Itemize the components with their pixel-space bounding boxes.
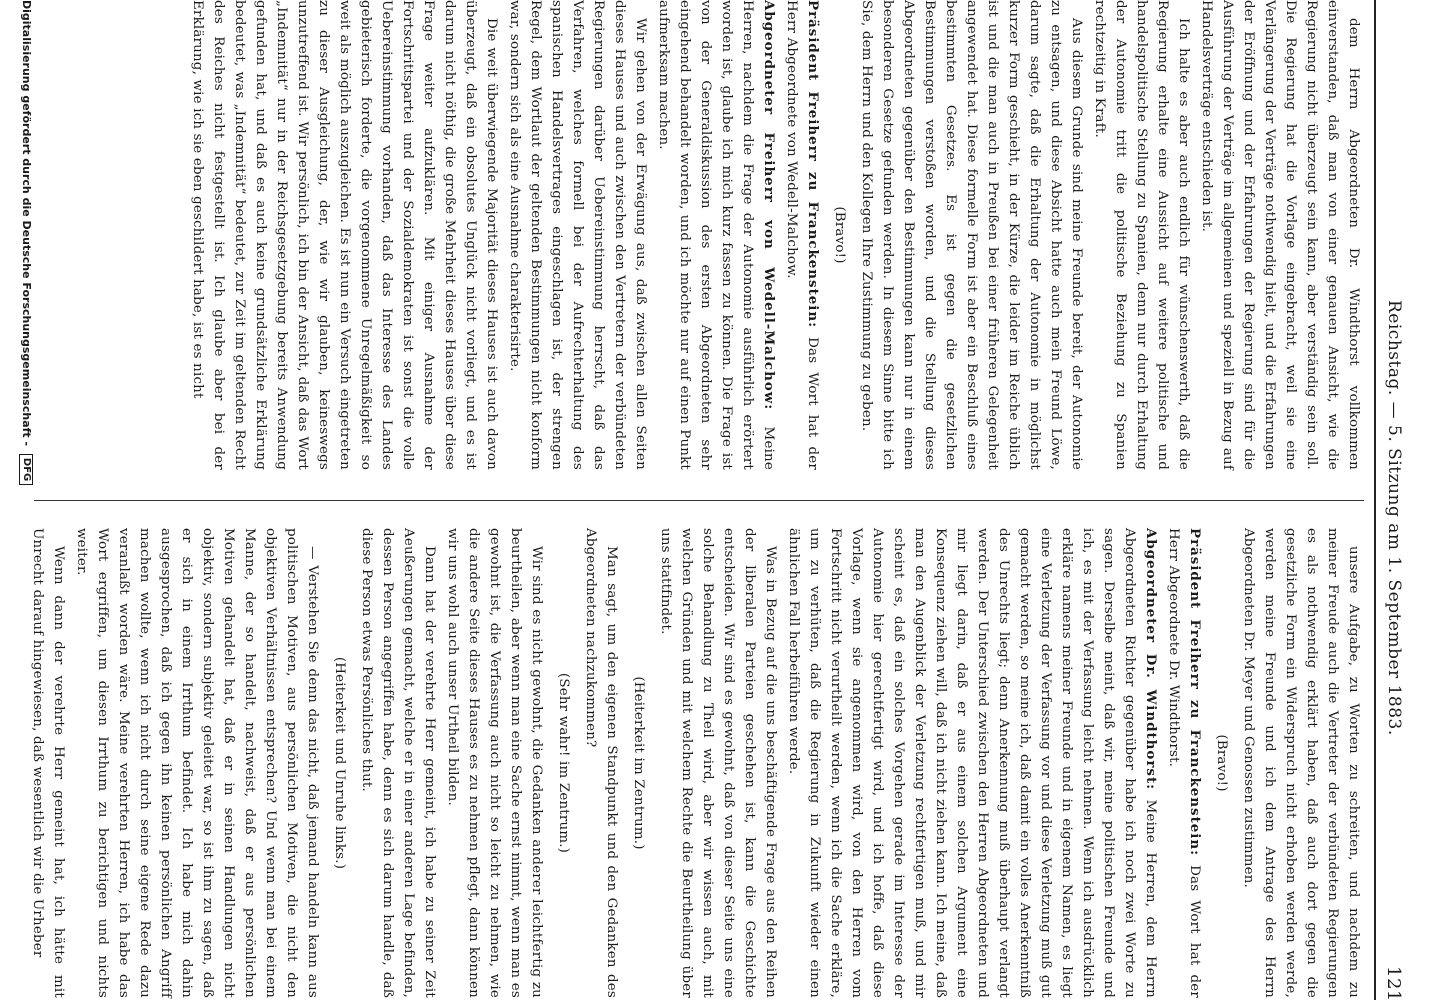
footer-text: Digitalisierung gefördert durch die Deutsche Forschungsgemeinschaft - [20, 0, 33, 447]
paragraph-text: Das Wort hat der Herr Abgeordnete von Wedell-Malchow. [784, 0, 820, 470]
stage-direction [329, 528, 350, 998]
paragraph-text: unsere Aufgabe, zu Worten zu schreiten, und nachdem zu meiner Freude auch die Vertreter der verbündeten Regierungen es als nothwendig erklärt haben, daß auch dort gegen die gesetzliche Form ein Widerspruch nicht erhoben werden werde, werden meine Freunde und ich dem Antrage des Herrn Abgeordneten Dr. Meyer und Genossen zustimmen. [1241, 528, 1361, 998]
stage-direction [829, 0, 850, 470]
rotated-page [6, 0, 1416, 1000]
paragraph-text: (Sehr wahr! im Zentrum.) [556, 672, 571, 854]
paragraph-text: (Heiterkeit und Unruhe links.) [332, 656, 347, 870]
paragraph-text: Meine Herren, dem Herrn Abgeordneten Richter gegenüber habe ich noch zwei Worte zu sagen. Derselbe meint, daß wir, meine politischen Freunde und ich, es mit der Verfassung leicht nehmen. Wenn ich ausdrücklich erkläre namens meiner Freunde und in eigenem Namen, es liegt eine Verletzung der Verfassung vor und diese Verletzung muß gut gemacht werden, so meine ich, daß damit ein volles Anerkenntniß des Unrechts liegt; denn Anerkennung muß überhaupt verlangt werden. Der Unterschied zwischen den Herren Abgeordneten und mir liegt darin, daß er aus einem solchen Argument eine Konsequenz ziehen will, daß ich nicht ziehen kann. Ich meine, daß man den Augenblick der Verletzung rechtfertigen muß, und mir scheint es, daß ein solches Vorgehen gerade im Interesse der Autonomie hier gerechtfertigt wird, und ich hoffe, daß diese Vorlage, wenn sie angenommen wird, von den Herren vom Fortschritt nicht verurtheilt werden, wenn ich die Sache erkläre, um zu verhüten, daß die Regierung in Zukunft wieder einen ähnlichen Fall herbeiführen werde. [786, 528, 1158, 998]
paragraph-text: Wir sind es nicht gewohnt, die Gedanken anderer leichtfertig zu beurtheilen, aber wenn man eine Sache ernst nimmt, wenn man es gewohnt ist, die Verfassung auch nicht so leicht zu nehmen, wie die andere Seite dieses Hauses es zu nehmen pflegt, dann können wir uns wohl auch unser Urtheil bilden. [445, 528, 544, 998]
paragraph-text: — Verstehen Sie denn das nicht, daß jemand handeln kann aus politischen Motiven, aus persönlichen Motiven, die nicht den objektiven Verhältnissen entsprechen? Und wenn man bei einem Manne, der so handelt, nachweist, daß er aus persönlichen Motiven gehandelt hat, daß er in seinen Handlungen nicht objektiv, sondern subjektiv geleitet war, so ist ihm zu sagen, daß er sich in einem Irrthum befindet. Ich habe mich dahin ausgesprochen, daß ich gegen ihn keinen persönlichen Angriff machen wollte, wenn ich nicht durch seine eigene Rede dazu veranlaßt worden wäre. Meine verehrten Herren, ich habe das Wort ergriffen, um diesen Irrthum zu berichtigen und nichts weiter. [74, 528, 320, 998]
paragraph-text: Dann hat der verehrte Herr gemeint, ich habe zu seiner Zeit Aeußerungen gemacht, welche er in einer anderen Lage befinden, dessen Person angegriffen habe, denn es sich darum handle, daß diese Person etwas Persönliches thut. [359, 528, 437, 998]
speaker-paragraph [783, 528, 1161, 998]
paragraph [1238, 528, 1364, 998]
paragraph-text: (Bravo!) [832, 206, 847, 264]
speaker-name: Abgeordneter Dr. Windthorst: [1143, 528, 1159, 791]
paragraph [856, 0, 1087, 470]
paragraph [580, 528, 622, 998]
dfg-logo: DFG [19, 454, 33, 485]
paragraph-text: Wenn dann der verehrte Herr gemeint hat, ich hätte mit Unrecht darauf hingewiesen, daß wesentlich wir die Urheber [30, 528, 66, 998]
paragraph-text: Die weit überwiegende Majorität dieses Hauses ist auch davon überzeugt, daß ein obsolutes Unglück nicht vorliegt, und es ist darum nicht nöthig, die große Mehrheit dieses Hauses über diese Frage weiter aufzuklären. Mit einiger Ausnahme der Fortschrittspartei und der Sozialdemokraten ist sonst die volle Uebereinstimmung vorhanden, daß das Interesse des Landes gebieterisch forderte, die vorgenommene Unregelmäßigkeit so weit als möglich auszugleichen. Es ist nun ein Versuch eingetreten zu dieser Ausgleichung, der, wie wir glauben, keineswegs unzutreffend ist. Wir persönlich, ich bin der Ansicht, daß das Wort „Indemnität“ nur in der Reichsgesetzgebung bereits Anwendung gefunden hat, und daß es auch keine grundsätzliche Erklärung bedeutet, was „Indemnität“ bedeutet, zur Zeit im geltenden Recht des Reiches nicht festgestellt ist. Ich glaube aber bei der Erklärung, wie ich sie eben geschildert habe, ist es nicht [190, 0, 499, 470]
paragraph [27, 528, 69, 998]
page-number: 121 [1383, 966, 1404, 1002]
paragraph-text: dem Herrn Abgeordneten Dr. Windthorst vollkommen einverstanden, daß man von einer genauen Ansicht, wie die Regierung nicht überzeugt sein kann, aber verständig sein soll. Die Regierung hat die Vorlage eingebracht, weil sie eine Verlängerung der Verträge nothwendig hielt, und die Erfahrungen der Eröffnung und der Erfahrungen der Regierung sind für die Ausführung der Verträge im allgemeinen und speziell in Bezug auf Handelsverträge entschieden ist. [1199, 0, 1361, 470]
paragraph-text: Aus diesem Grunde sind meine Freunde bereit, der Autonomie zu entsagen, und diese Absicht hatte auch mein Freund Löwe, darum sagte, daß die Erhaltung der Autonomie in möglichst kurzer Form geschieht, in der Kürze, die leider im Reiche üblich ist und die man auch in Preußen bei einer früheren Gelegenheit angewendet hat. Diese formelle Form ist aber ein Beschluß eines bestimmten Gesetzes. Es ist gegen die gesetzlichen Bestimmungen verstoßen worden, und die Stellung dieses Abgeordneten gegenüber den Bestimmungen kann nur in einem besonderen Gesetze gefunden werden. In diesem Sinne bitte ich Sie, dem Herrn und den Kollegen Ihre Zustimmung zu geben. [859, 0, 1084, 470]
paragraph [187, 0, 502, 470]
stage-direction [1211, 528, 1232, 998]
paragraph-text: Das Wort hat der Herr Abgeordnete Dr. Windthorst. [1166, 528, 1202, 998]
paragraph [1196, 0, 1364, 470]
running-head [1378, 0, 1408, 1000]
paragraph-text: Wir gehen von der Erwägung aus, daß zwischen allen Seiten dieses Hauses und auch zwischen den Vertretern der verbündeten Regierungen darüber Uebereinstimmung herrscht, daß das Verfahren, welches formell bei der Aufrechterhaltung des spanischen Handelsvertrages eingeschlagen ist, der strengen Regel, dem Wortlaut der geltenden Bestimmungen nicht konform war, sondern sich als eine Ausnahme charakterisirte. [507, 0, 648, 470]
paragraph [1089, 0, 1194, 470]
left-column [34, 0, 1364, 470]
speaker-paragraph [1163, 528, 1205, 998]
paragraph [356, 528, 440, 998]
paragraph-text: (Bravo!) [1214, 734, 1229, 792]
paragraph-text: Ich halte es aber auch endlich für wünschenswerth, daß die Regierung erhalte eine Aussicht auf weitere politische und handelspolitische Stellung zu Spanien, denn nur durch Erhaltung der Autonomie tritt die politische Beziehung zu Spanien rechtzeitig in Kraft. [1092, 0, 1191, 470]
stage-direction [628, 528, 649, 998]
speaker-paragraph [781, 0, 823, 470]
paragraph [71, 528, 323, 998]
right-column [30, 528, 1364, 998]
header-rule [1374, 0, 1376, 1000]
paragraph [442, 528, 547, 998]
speaker-name: Präsident Freiherr zu Franckenstein: [805, 0, 821, 329]
speaker-name: Präsident Freiherr zu Franckenstein: [1187, 528, 1203, 857]
speaker-name: Abgeordneter Freiherr von Wedell-Malchow: [761, 0, 777, 411]
paragraph-text: Was in Bezug auf die uns beschäftigende Frage aus den Reihen der liberalen Parteien geschehen ist, kann die Geschichte entscheiden. Wir sind es gewohnt, daß von dieser Seite uns eine solche Behandlung zu Theil wird, aber wir wissen auch, mit welchen Gründen und mit welchem Rechte die Beurtheilung über uns stattfindet. [658, 528, 778, 998]
digitization-footer [9, 0, 33, 1000]
paragraph [504, 0, 651, 470]
stage-direction [553, 528, 574, 998]
paragraph [655, 528, 781, 998]
paragraph-text: Man sagt, um den eigenen Standpunkt und den Gedanken des Abgeordneten nachzukommen? [583, 528, 619, 998]
column-divider [34, 500, 1364, 501]
paragraph-text: (Heiterkeit im Zentrum.) [631, 676, 646, 850]
speaker-paragraph [653, 0, 779, 470]
running-head-title: Reichstag. — 5. Sitzung am 1. September 1883. [1384, 300, 1404, 736]
paragraph-text: Meine Herren, nachdem die Frage der Autonomie ausführlich erörtert worden ist, glaube ich mich kurz fassen zu können. Die Frage ist von der Generaldiskussion des ersten Abgeordneten sehr eingehend behandelt worden, und ich möchte nur auf einen Punkt aufmerksam machen. [656, 0, 776, 470]
